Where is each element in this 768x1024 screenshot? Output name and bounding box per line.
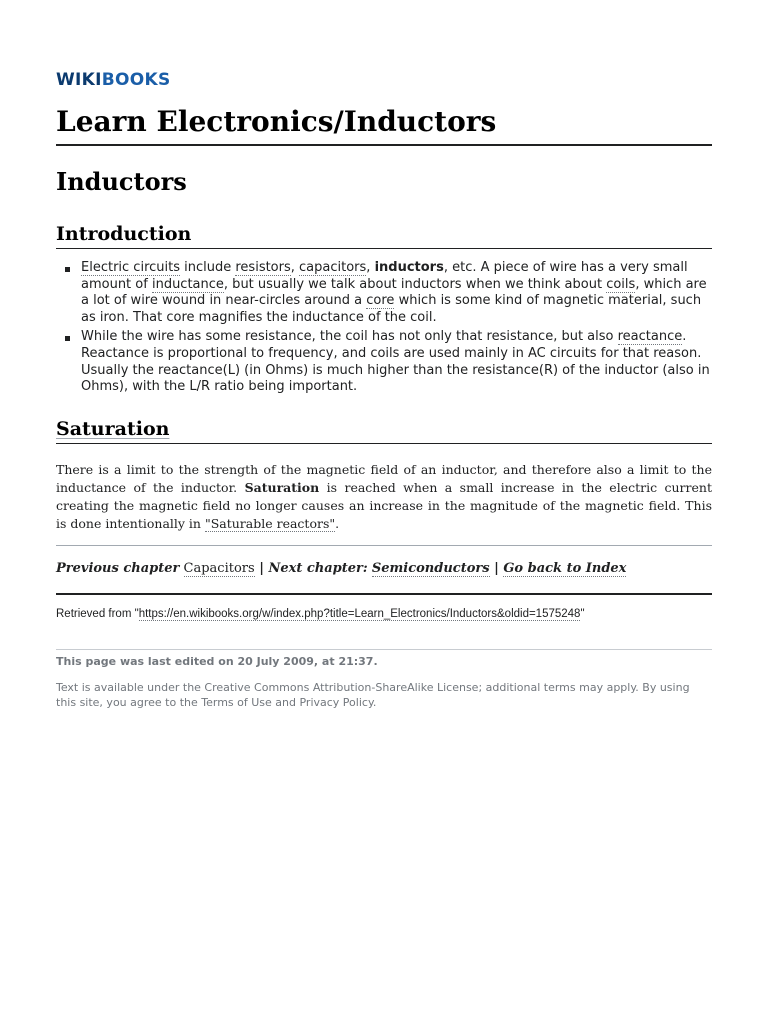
text: , bbox=[290, 260, 300, 275]
last-edited: This page was last edited on 20 July 2009, at 21:37. bbox=[56, 655, 378, 668]
saturation-paragraph bbox=[56, 461, 712, 533]
text: While the wire has some resistance, the coil has not only that resistance, but also bbox=[81, 329, 618, 345]
heading-saturation bbox=[56, 416, 712, 444]
text: . bbox=[335, 516, 340, 531]
prev-chapter-label: Previous chapter bbox=[56, 561, 180, 576]
text: , bbox=[366, 260, 375, 275]
link-core[interactable]: core bbox=[366, 293, 395, 309]
next-chapter-link[interactable]: Semiconductors bbox=[371, 561, 490, 576]
intro-list bbox=[56, 260, 712, 399]
nav-separator: | bbox=[254, 561, 269, 576]
heading-inductors: Inductors bbox=[56, 167, 187, 196]
link-coils[interactable]: coils bbox=[606, 276, 636, 292]
retrieved-suffix: " bbox=[580, 608, 585, 620]
text: . Reactance is proportional to frequency, and coils are used mainly in AC circuits for that reason. Usually the reactance(L) (in Ohms) is much higher than the resistance(R) of the inductor (also in Ohms), with the L/R ratio being important. bbox=[81, 329, 710, 395]
retrieved-from bbox=[56, 608, 712, 620]
text: is reached when a small increase in the electric current creating the magnetic field no longer causes an increase in the magnitude of the magnetic field. This is done intentionally in bbox=[56, 480, 712, 531]
text: There is a limit to the strength of the magnetic field of an inductor, and therefore also a limit to the inductance of the inductor. bbox=[56, 462, 712, 495]
retrieved-url-link[interactable]: https://en.wikibooks.org/w/index.php?title=Learn_Electronics/Inductors&oldid=1575248 bbox=[138, 608, 581, 620]
license-text: Text is available under the Creative Commons Attribution-ShareAlike License; additional terms may apply. By using this site, you agree to the Terms of Use and Privacy Policy. bbox=[56, 681, 690, 709]
heading-introduction: Introduction bbox=[56, 221, 712, 249]
logo-part2: BOOKS bbox=[101, 70, 171, 90]
prev-chapter-link[interactable]: Capacitors bbox=[183, 561, 255, 576]
text: include bbox=[180, 260, 236, 275]
divider-thick bbox=[56, 593, 712, 595]
link-reactance[interactable]: reactance bbox=[617, 329, 683, 345]
nav-separator: | bbox=[489, 561, 504, 576]
text: , but usually we talk about inductors when we think about bbox=[223, 276, 607, 292]
link-inductance[interactable]: inductance bbox=[151, 276, 224, 292]
heading-saturation-text: Saturation bbox=[56, 418, 170, 440]
wikibooks-logo[interactable] bbox=[56, 70, 171, 90]
retrieved-prefix: Retrieved from " bbox=[56, 608, 139, 620]
chapter-nav bbox=[56, 561, 712, 576]
back-to-index-link[interactable]: Go back to Index bbox=[503, 561, 627, 576]
list-item bbox=[56, 260, 712, 326]
text: , etc. A piece of wire has a very small amount of bbox=[81, 260, 688, 292]
link-resistors[interactable]: resistors bbox=[235, 260, 291, 275]
link-saturable-reactors[interactable]: "Saturable reactors" bbox=[204, 516, 336, 531]
bold-inductors: inductors bbox=[374, 260, 444, 275]
list-item bbox=[56, 329, 712, 395]
footer-divider bbox=[56, 649, 712, 650]
text: which is some kind of magnetic material, such as iron. That core magnifies the inductance of the coil. bbox=[81, 293, 702, 325]
text: , which are a lot of wire wound in near-circles around a bbox=[81, 276, 707, 309]
logo-part1: WIKI bbox=[56, 70, 102, 90]
page-title: Learn Electronics/Inductors bbox=[56, 104, 712, 146]
link-capacitors[interactable]: capacitors bbox=[299, 260, 367, 275]
link-electric-circuits[interactable]: Electric circuits bbox=[81, 260, 180, 275]
next-chapter-label: Next chapter: bbox=[268, 561, 368, 576]
divider bbox=[56, 545, 712, 546]
bold-saturation: Saturation bbox=[244, 480, 320, 495]
